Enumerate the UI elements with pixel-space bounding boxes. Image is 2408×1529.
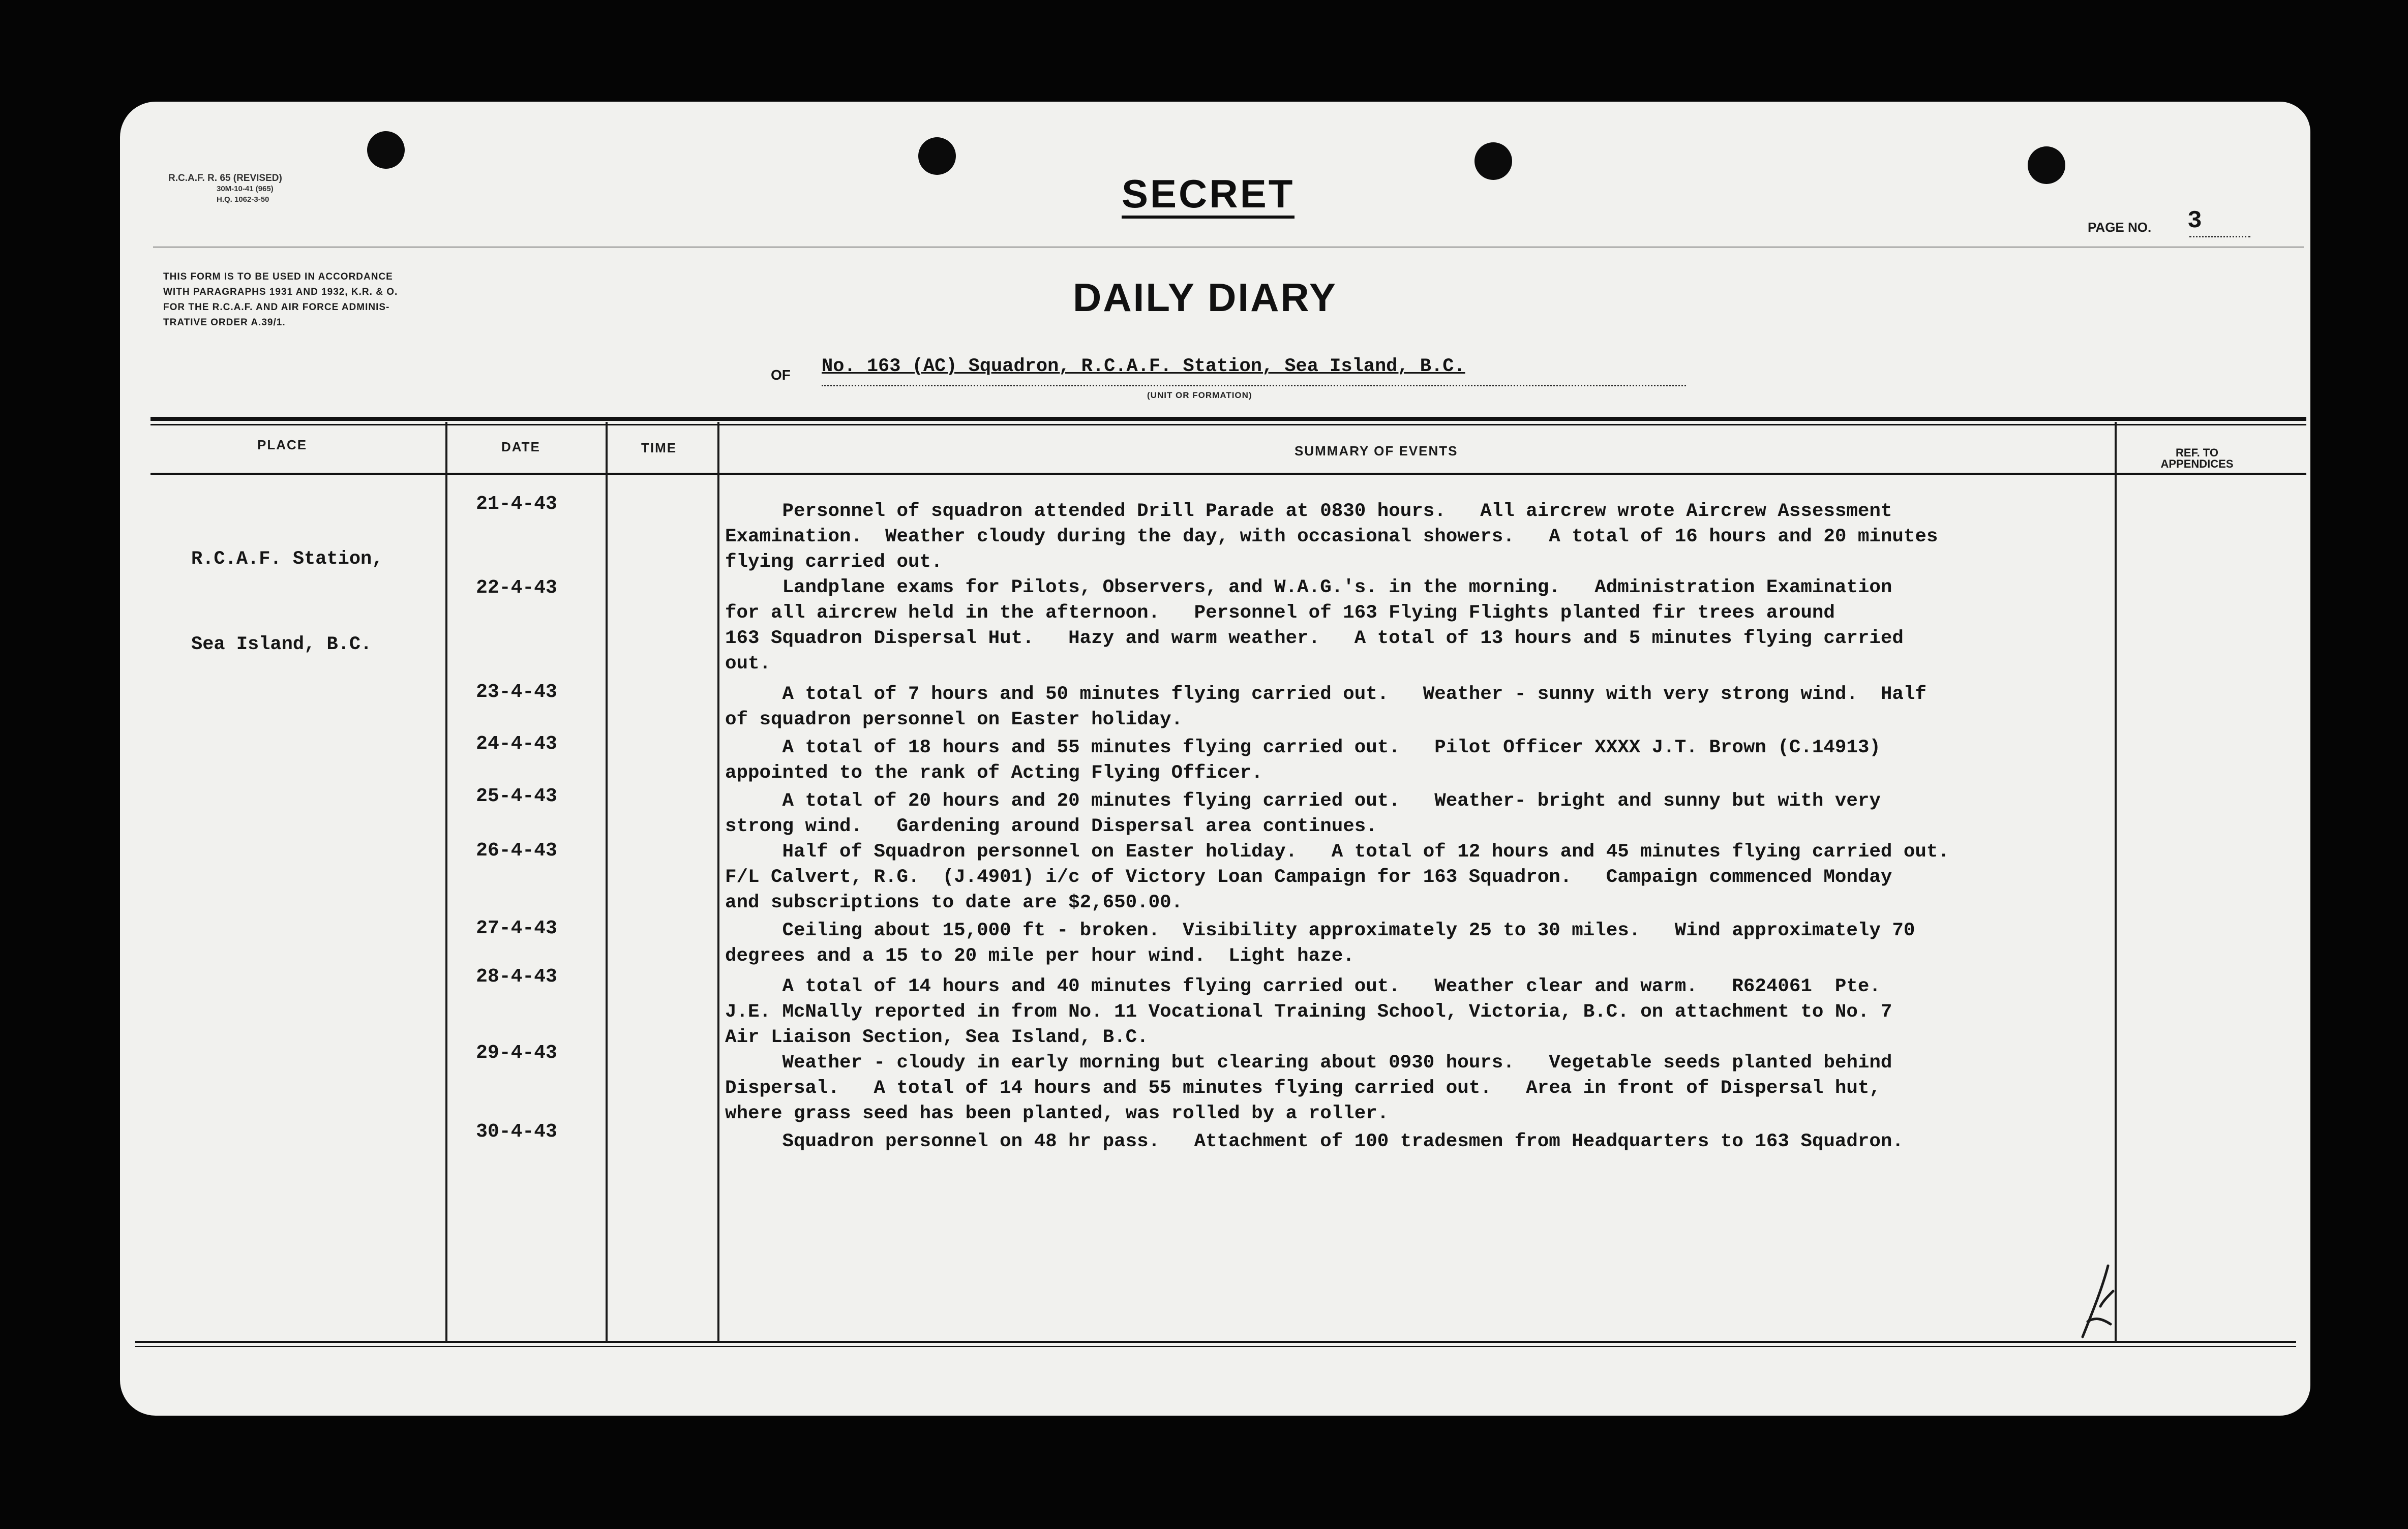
place-line: R.C.A.F. Station, bbox=[191, 548, 383, 570]
summary-line: A total of 20 hours and 20 minutes flying carried out. Weather- bright and sunny but with very bbox=[725, 790, 1881, 812]
form-id-line: 30M-10-41 (965) bbox=[217, 185, 274, 193]
page-number-line bbox=[2189, 236, 2250, 237]
date-entry: 23-4-43 bbox=[476, 681, 557, 703]
table-top-rule-thin bbox=[150, 424, 2306, 425]
column-header-ref-line: APPENDICES bbox=[2160, 457, 2234, 470]
summary-line: for all aircrew held in the afternoon. Personnel of 163 Flying Flights planted fir trees around bbox=[725, 602, 1835, 624]
punch-hole bbox=[367, 131, 405, 169]
date-entry: 28-4-43 bbox=[476, 966, 557, 988]
summary-line: 163 Squadron Dispersal Hut. Hazy and warm weather. A total of 13 hours and 5 minutes flying carried bbox=[725, 628, 1904, 649]
classification-stamp: SECRET bbox=[1122, 173, 1295, 219]
form-id-line: R.C.A.F. R. 65 (REVISED) bbox=[168, 173, 282, 184]
table-top-rule bbox=[150, 417, 2306, 421]
column-header-date: DATE bbox=[501, 439, 540, 454]
diary-form-card bbox=[120, 102, 2310, 1416]
summary-line: where grass seed has been planted, was rolled by a roller. bbox=[725, 1103, 1389, 1124]
column-header-summary: SUMMARY OF EVENTS bbox=[1295, 443, 1458, 458]
summary-line: strong wind. Gardening around Dispersal area continues. bbox=[725, 816, 1377, 837]
usage-note-line: WITH PARAGRAPHS 1931 AND 1932, K.R. & O. bbox=[163, 287, 398, 297]
punch-hole bbox=[918, 137, 956, 175]
header-rule bbox=[153, 247, 2304, 248]
date-entry: 27-4-43 bbox=[476, 918, 557, 939]
table-bottom-rule-thin bbox=[135, 1346, 2296, 1347]
date-entry: 26-4-43 bbox=[476, 840, 557, 862]
unit-dotted-line bbox=[822, 385, 1686, 386]
column-divider bbox=[445, 422, 447, 1342]
summary-line: A total of 14 hours and 40 minutes flying carried out. Weather clear and warm. R624061 Pte. bbox=[725, 976, 1881, 997]
usage-note-line: THIS FORM IS TO BE USED IN ACCORDANCE bbox=[163, 271, 393, 282]
summary-line: Air Liaison Section, Sea Island, B.C. bbox=[725, 1027, 1149, 1048]
form-id-line: H.Q. 1062-3-50 bbox=[217, 195, 269, 204]
place-entry bbox=[191, 488, 383, 716]
column-header-time: TIME bbox=[641, 440, 677, 455]
summary-line: Dispersal. A total of 14 hours and 55 minutes flying carried out. Area in front of Dispersal hut, bbox=[725, 1078, 1881, 1099]
unit-caption: (UNIT OR FORMATION) bbox=[1147, 390, 1252, 400]
date-entry: 24-4-43 bbox=[476, 733, 557, 755]
summary-line: Half of Squadron personnel on Easter holiday. A total of 12 hours and 45 minutes flying carried out. bbox=[725, 841, 1949, 863]
column-divider bbox=[606, 422, 608, 1342]
usage-note-line: TRATIVE ORDER A.39/1. bbox=[163, 317, 286, 328]
punch-hole bbox=[1474, 142, 1512, 180]
column-header-ref-line: REF. TO bbox=[2176, 446, 2218, 459]
summary-line: Squadron personnel on 48 hr pass. Attachment of 100 tradesmen from Headquarters to 163 Squadron. bbox=[725, 1131, 1904, 1152]
form-title: DAILY DIARY bbox=[1073, 275, 1337, 320]
date-entry: 21-4-43 bbox=[476, 493, 557, 515]
date-entry: 30-4-43 bbox=[476, 1121, 557, 1143]
summary-line: Weather - cloudy in early morning but clearing about 0930 hours. Vegetable seeds planted behind bbox=[725, 1052, 1892, 1074]
table-bottom-rule bbox=[135, 1341, 2296, 1343]
summary-line: Landplane exams for Pilots, Observers, and W.A.G.'s. in the morning. Administration Examination bbox=[725, 577, 1892, 598]
column-divider bbox=[2115, 422, 2117, 1342]
summary-line: Examination. Weather cloudy during the day, with occasional showers. A total of 16 hours and 20 minutes bbox=[725, 526, 1938, 547]
signature-mark bbox=[2072, 1261, 2133, 1342]
usage-note-line: FOR THE R.C.A.F. AND AIR FORCE ADMINIS- bbox=[163, 302, 390, 313]
date-entry: 25-4-43 bbox=[476, 785, 557, 807]
column-header-ref bbox=[2149, 447, 2245, 470]
unit-value: No. 163 (AC) Squadron, R.C.A.F. Station, Sea Island, B.C. bbox=[822, 356, 1465, 377]
summary-line: out. bbox=[725, 653, 771, 675]
page-number-label: PAGE NO. bbox=[2088, 220, 2152, 235]
form-identifier bbox=[168, 173, 282, 205]
summary-line: appointed to the rank of Acting Flying Officer. bbox=[725, 762, 1263, 784]
page-number-value: 3 bbox=[2187, 207, 2202, 235]
summary-line: Personnel of squadron attended Drill Parade at 0830 hours. All aircrew wrote Aircrew Assessment bbox=[725, 501, 1892, 522]
date-entry: 29-4-43 bbox=[476, 1042, 557, 1064]
summary-line: F/L Calvert, R.G. (J.4901) i/c of Victory Loan Campaign for 163 Squadron. Campaign commenced Monday bbox=[725, 867, 1892, 888]
summary-line: Ceiling about 15,000 ft - broken. Visibility approximately 25 to 30 miles. Wind approximately 70 bbox=[725, 920, 1915, 941]
column-header-place: PLACE bbox=[257, 437, 308, 452]
summary-line: A total of 18 hours and 55 minutes flying carried out. Pilot Officer XXXX J.T. Brown (C.14913) bbox=[725, 737, 1881, 758]
summary-line: degrees and a 15 to 20 mile per hour wind. Light haze. bbox=[725, 945, 1354, 967]
date-entry: 22-4-43 bbox=[476, 577, 557, 599]
table-header-rule bbox=[150, 473, 2306, 475]
summary-line: flying carried out. bbox=[725, 552, 943, 573]
usage-note bbox=[163, 269, 570, 330]
column-divider bbox=[717, 422, 719, 1342]
punch-hole bbox=[2028, 146, 2065, 184]
summary-line: of squadron personnel on Easter holiday. bbox=[725, 709, 1183, 730]
place-line: Sea Island, B.C. bbox=[191, 634, 372, 655]
summary-line: and subscriptions to date are $2,650.00. bbox=[725, 892, 1183, 913]
summary-line: A total of 7 hours and 50 minutes flying carried out. Weather - sunny with very strong wind. Half bbox=[725, 684, 1927, 705]
summary-line: J.E. McNally reported in from No. 11 Vocational Training School, Victoria, B.C. on attachment to No. 7 bbox=[725, 1001, 1892, 1023]
unit-of-label: OF bbox=[771, 367, 791, 383]
